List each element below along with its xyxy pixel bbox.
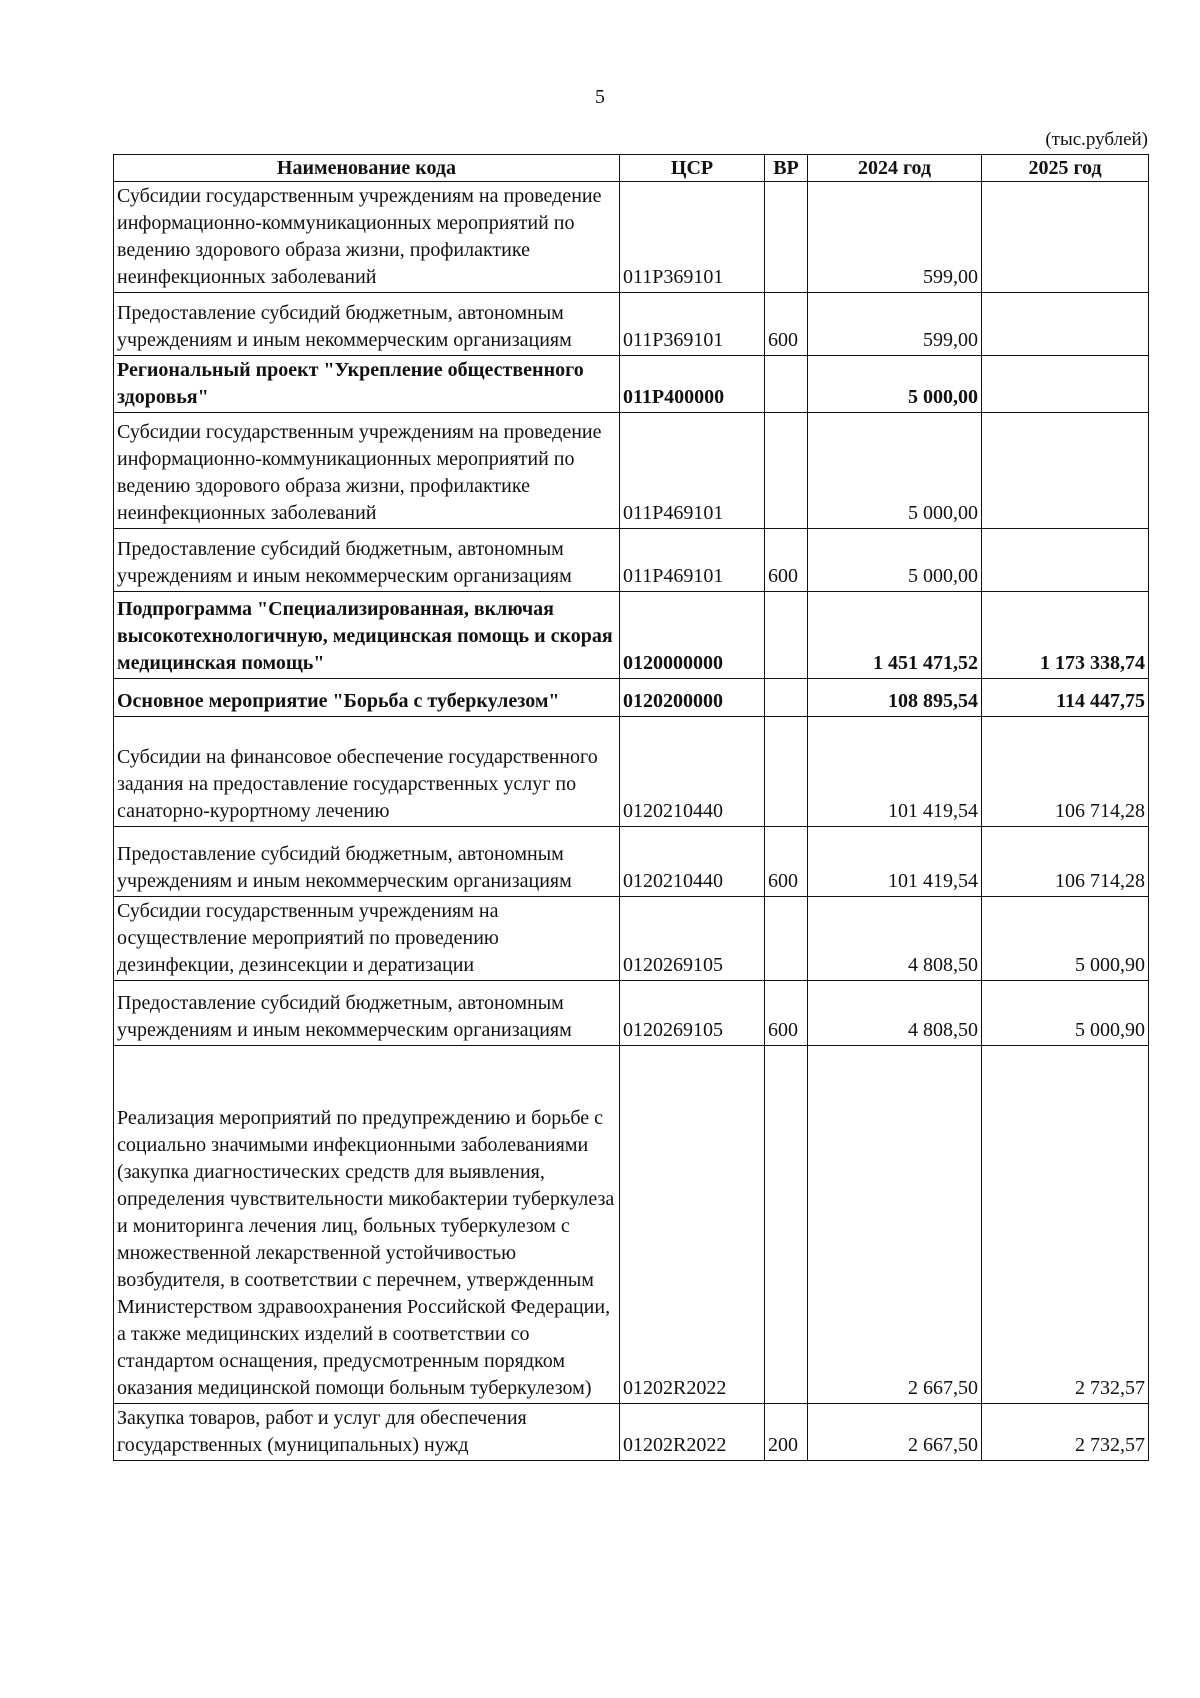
row-2025: 5 000,90 bbox=[982, 897, 1149, 981]
row-vr: 200 bbox=[765, 1404, 808, 1461]
row-2025 bbox=[982, 182, 1149, 293]
page-number: 5 bbox=[595, 86, 605, 108]
row-2024: 1 451 471,52 bbox=[808, 592, 982, 679]
row-2024: 599,00 bbox=[808, 182, 982, 293]
table-row bbox=[114, 897, 1149, 981]
row-vr bbox=[765, 413, 808, 529]
table-row bbox=[114, 182, 1149, 293]
row-name: Субсидии государственным учреждениям на осуществление мероприятий по проведению дезинфекции, дезинсекции и дератизации bbox=[114, 897, 620, 981]
row-name: Реализация мероприятий по предупреждению и борьбе с социально значимыми инфекционными заболеваниями (закупка диагностических средств для выявления, определения чувствительности микобактерии туберкулеза и мониторинга лечения лиц, больных туберкулезом с множественной лекарственной устойчивостью возбудителя, в соответствии с перечнем, утвержденным Министерством здравоохранения Российской Федерации, а также медицинских изделий в соответствии со стандартом оснащения, предусмотренным порядком оказания медицинской помощи больным туберкулезом) bbox=[114, 1046, 620, 1404]
row-2025: 1 173 338,74 bbox=[982, 592, 1149, 679]
row-2024: 599,00 bbox=[808, 293, 982, 356]
row-2024: 5 000,00 bbox=[808, 529, 982, 592]
row-2024: 2 667,50 bbox=[808, 1404, 982, 1461]
header-2025: 2025 год bbox=[982, 155, 1149, 182]
header-csr: ЦСР bbox=[620, 155, 765, 182]
row-2025: 2 732,57 bbox=[982, 1046, 1149, 1404]
row-csr: 011P400000 bbox=[620, 356, 765, 413]
row-vr bbox=[765, 897, 808, 981]
row-2025: 106 714,28 bbox=[982, 717, 1149, 827]
row-vr: 600 bbox=[765, 293, 808, 356]
table-row bbox=[114, 1046, 1149, 1404]
row-name: Закупка товаров, работ и услуг для обеспечения государственных (муниципальных) нужд bbox=[114, 1404, 620, 1461]
table-row bbox=[114, 293, 1149, 356]
row-csr: 011P469101 bbox=[620, 413, 765, 529]
row-2024: 5 000,00 bbox=[808, 356, 982, 413]
row-name: Подпрограмма "Специализированная, включая высокотехнологичную, медицинская помощь и скорая медицинская помощь" bbox=[114, 592, 620, 679]
row-vr: 600 bbox=[765, 529, 808, 592]
table-row bbox=[114, 592, 1149, 679]
row-vr bbox=[765, 679, 808, 717]
row-name: Субсидии государственным учреждениям на проведение информационно-коммуникационных мероприятий по ведению здорового образа жизни, профилактике неинфекционных заболеваний bbox=[114, 182, 620, 293]
row-csr: 0120200000 bbox=[620, 679, 765, 717]
row-csr: 011P469101 bbox=[620, 529, 765, 592]
row-name: Основное мероприятие "Борьба с туберкулезом" bbox=[114, 679, 620, 717]
row-csr: 0120210440 bbox=[620, 717, 765, 827]
row-2024: 4 808,50 bbox=[808, 897, 982, 981]
row-vr bbox=[765, 592, 808, 679]
table-row bbox=[114, 529, 1149, 592]
row-2024: 2 667,50 bbox=[808, 1046, 982, 1404]
header-vr: ВР bbox=[765, 155, 808, 182]
row-name: Региональный проект "Укрепление общественного здоровья" bbox=[114, 356, 620, 413]
row-2025 bbox=[982, 529, 1149, 592]
row-csr: 01202R2022 bbox=[620, 1404, 765, 1461]
budget-table bbox=[113, 154, 1149, 1461]
row-vr: 600 bbox=[765, 981, 808, 1046]
row-csr: 011P369101 bbox=[620, 182, 765, 293]
row-2024: 101 419,54 bbox=[808, 827, 982, 897]
table-row bbox=[114, 356, 1149, 413]
row-vr bbox=[765, 1046, 808, 1404]
row-name: Предоставление субсидий бюджетным, автономным учреждениям и иным некоммерческим организациям bbox=[114, 827, 620, 897]
table-row bbox=[114, 1404, 1149, 1461]
row-csr: 011P369101 bbox=[620, 293, 765, 356]
row-2025: 114 447,75 bbox=[982, 679, 1149, 717]
row-csr: 01202R2022 bbox=[620, 1046, 765, 1404]
row-2025 bbox=[982, 413, 1149, 529]
table-row bbox=[114, 717, 1149, 827]
table-row bbox=[114, 981, 1149, 1046]
units-label: (тыс.рублей) bbox=[1045, 129, 1148, 150]
row-name: Предоставление субсидий бюджетным, автономным учреждениям и иным некоммерческим организациям bbox=[114, 529, 620, 592]
row-name: Субсидии на финансовое обеспечение государственного задания на предоставление государственных услуг по санаторно-курортному лечению bbox=[114, 717, 620, 827]
row-csr: 0120210440 bbox=[620, 827, 765, 897]
row-2025: 5 000,90 bbox=[982, 981, 1149, 1046]
row-2024: 101 419,54 bbox=[808, 717, 982, 827]
row-vr bbox=[765, 182, 808, 293]
header-name: Наименование кода bbox=[114, 155, 620, 182]
header-2024: 2024 год bbox=[808, 155, 982, 182]
table-row bbox=[114, 413, 1149, 529]
row-2024: 4 808,50 bbox=[808, 981, 982, 1046]
row-vr: 600 bbox=[765, 827, 808, 897]
row-csr: 0120000000 bbox=[620, 592, 765, 679]
row-2025: 106 714,28 bbox=[982, 827, 1149, 897]
row-vr bbox=[765, 356, 808, 413]
row-name: Субсидии государственным учреждениям на проведение информационно-коммуникационных мероприятий по ведению здорового образа жизни, профилактике неинфекционных заболеваний bbox=[114, 413, 620, 529]
row-2025 bbox=[982, 293, 1149, 356]
row-2024: 108 895,54 bbox=[808, 679, 982, 717]
row-csr: 0120269105 bbox=[620, 897, 765, 981]
row-2025: 2 732,57 bbox=[982, 1404, 1149, 1461]
row-csr: 0120269105 bbox=[620, 981, 765, 1046]
row-name: Предоставление субсидий бюджетным, автономным учреждениям и иным некоммерческим организациям bbox=[114, 293, 620, 356]
row-2024: 5 000,00 bbox=[808, 413, 982, 529]
table-row bbox=[114, 827, 1149, 897]
row-2025 bbox=[982, 356, 1149, 413]
row-vr bbox=[765, 717, 808, 827]
row-name: Предоставление субсидий бюджетным, автономным учреждениям и иным некоммерческим организациям bbox=[114, 981, 620, 1046]
table-header-row bbox=[114, 155, 1149, 182]
table-row bbox=[114, 679, 1149, 717]
